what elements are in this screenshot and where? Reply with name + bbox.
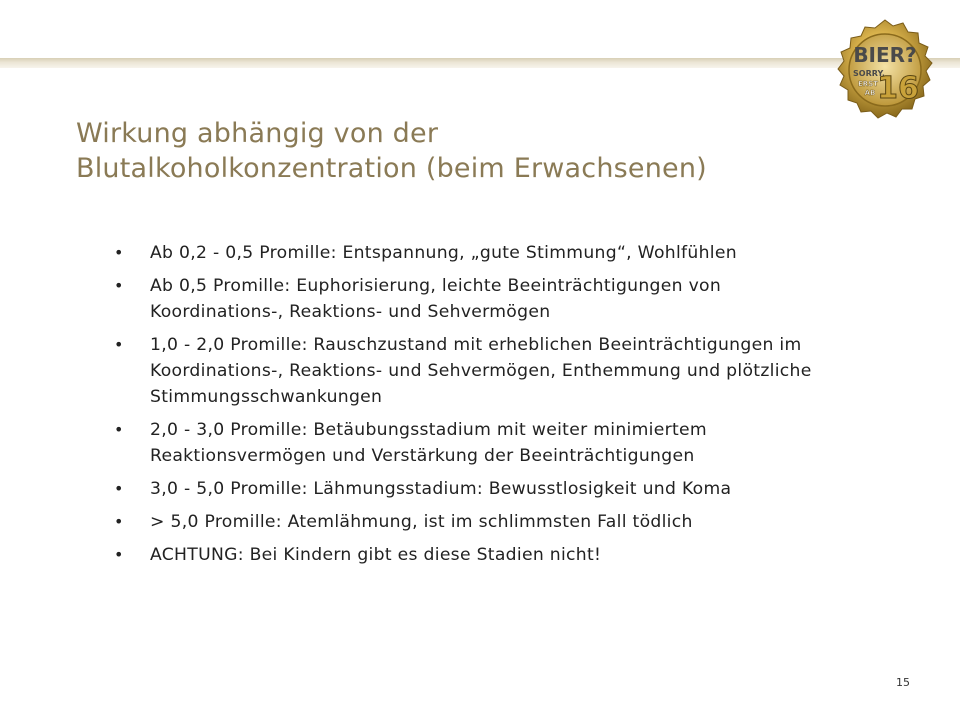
header-rule	[0, 58, 960, 68]
title-line-1: Wirkung abhängig von der	[76, 118, 439, 149]
badge-age-number: 16	[877, 71, 919, 106]
bullet-item: • Ab 0,2 - 0,5 Promille: Entspannung, „gute Stimmung“, Wohlfühlen	[114, 240, 854, 266]
bullet-list	[114, 240, 854, 575]
badge-sorry-text: SORRY.	[853, 69, 885, 78]
bullet-item: • 3,0 - 5,0 Promille: Lähmungsstadium: Bewusstlosigkeit und Koma	[114, 476, 854, 502]
page-number: 15	[896, 676, 910, 689]
bullet-item: • 1,0 - 2,0 Promille: Rauschzustand mit erheblichen Beeinträchtigungen im Koordinations-, Reaktions- und Sehvermögen, Enthemmung und plötzliche Stimmungsschwankungen	[114, 332, 854, 410]
bullet-item: • 2,0 - 3,0 Promille: Betäubungsstadium mit weiter minimiertem Reaktionsvermögen und Verstärkung der Beeinträchtigungen	[114, 417, 854, 469]
bullet-item: • ACHTUNG: Bei Kindern gibt es diese Stadien nicht!	[114, 542, 854, 568]
bullet-item: • > 5,0 Promille: Atemlähmung, ist im schlimmsten Fall tödlich	[114, 509, 854, 535]
title-line-2: Blutalkoholkonzentration (beim Erwachsenen)	[76, 153, 707, 184]
badge-ab-text: AB	[864, 89, 876, 97]
bullet-item: • Ab 0,5 Promille: Euphorisierung, leichte Beeinträchtigungen von Koordinations-, Reaktions- und Sehvermögen	[114, 273, 854, 325]
slide-title	[76, 116, 816, 186]
badge-erst-text: ERST	[858, 80, 878, 88]
bottlecap-logo	[820, 2, 950, 136]
badge-question-text: BIER?	[853, 43, 917, 67]
